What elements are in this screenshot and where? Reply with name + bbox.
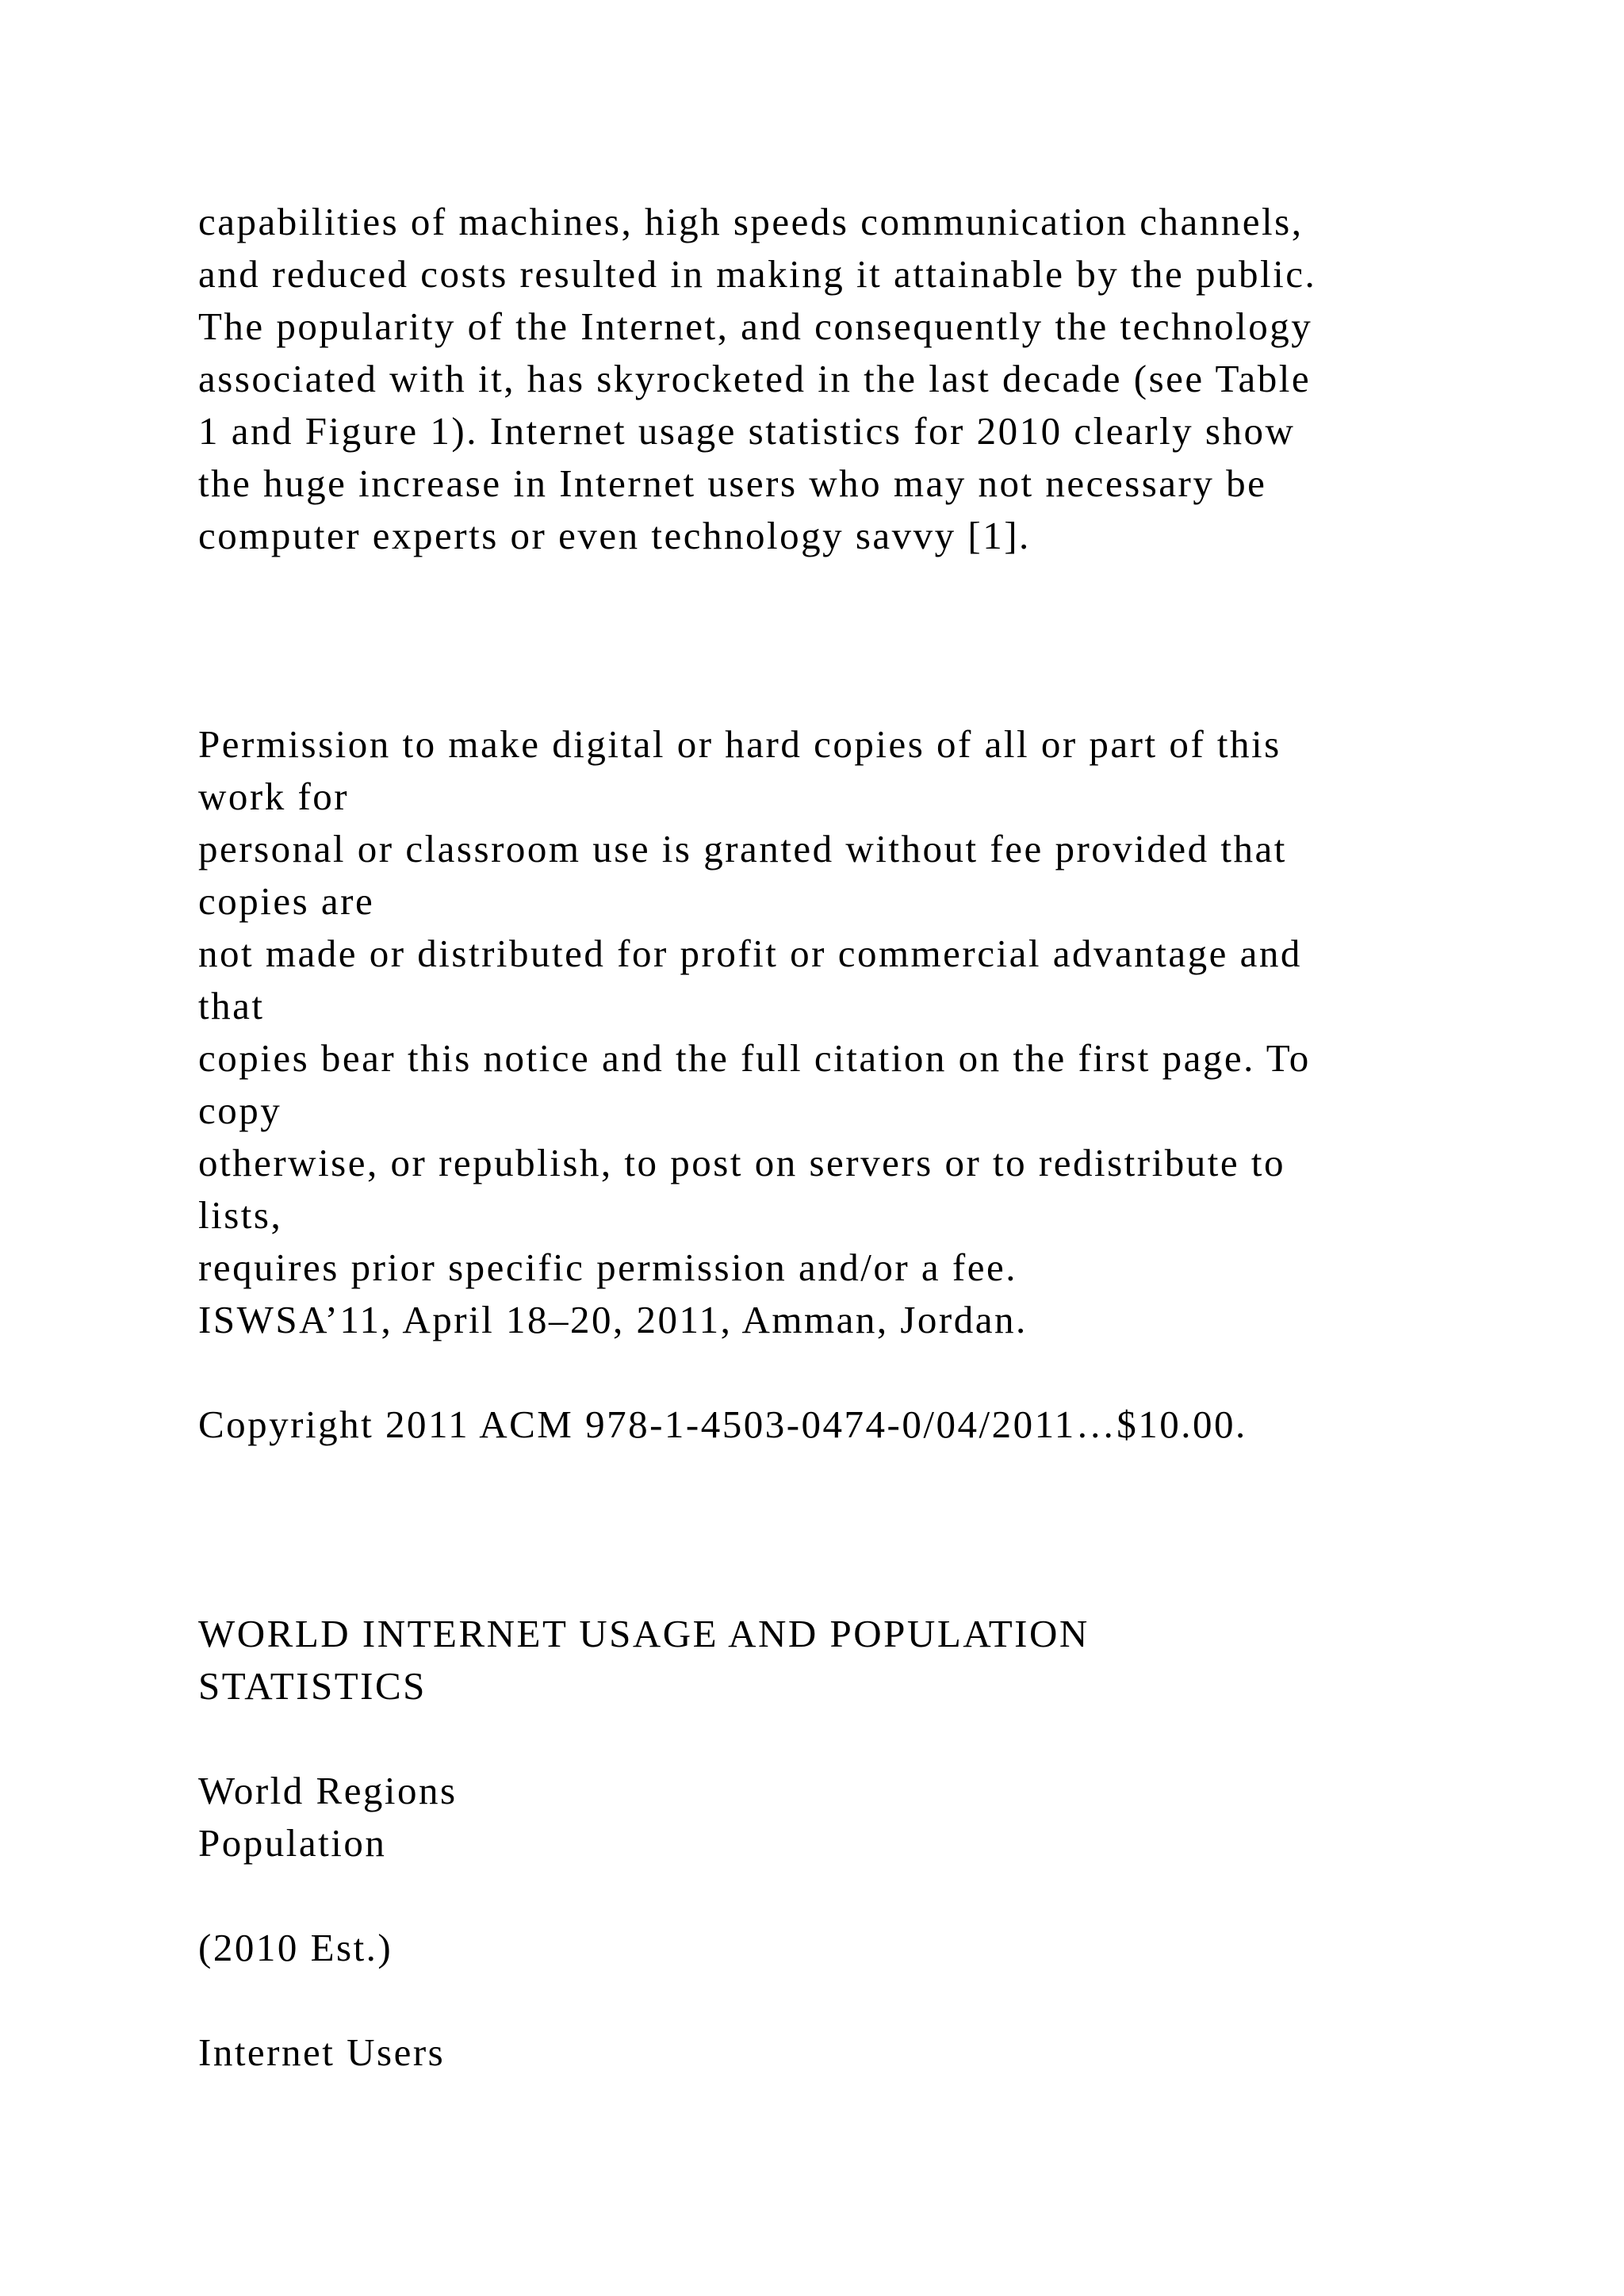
copyright-line: Copyright 2011 ACM 978-1-4503-0474-0/04/2011…$10.00. xyxy=(198,1402,1247,1446)
intro-line: and reduced costs resulted in making it attainable by the public. xyxy=(198,252,1317,296)
header-internet-users: Internet Users xyxy=(198,2030,446,2074)
intro-line: The popularity of the Internet, and consequently the technology xyxy=(198,304,1313,348)
intro-line: the huge increase in Internet users who may not necessary be xyxy=(198,461,1267,505)
permission-line: not made or distributed for profit or commercial advantage and xyxy=(198,932,1302,975)
table-title-line: WORLD INTERNET USAGE AND POPULATION xyxy=(198,1612,1090,1655)
permission-line: copies are xyxy=(198,879,375,923)
permission-line: copy xyxy=(198,1089,282,1132)
permission-line: Permission to make digital or hard copies of all or part of this xyxy=(198,722,1281,766)
intro-line: associated with it, has skyrocketed in the last decade (see Table xyxy=(198,357,1312,400)
header-population-est: (2010 Est.) xyxy=(198,1926,393,1969)
intro-line: 1 and Figure 1). Internet usage statistics for 2010 clearly show xyxy=(198,409,1296,453)
intro-line: computer experts or even technology savvy [1]. xyxy=(198,514,1031,557)
permission-line: lists, xyxy=(198,1193,283,1237)
permission-line: that xyxy=(198,984,265,1027)
permission-line: requires prior specific permission and/or a fee. xyxy=(198,1246,1017,1289)
header-population: Population xyxy=(198,1821,387,1865)
header-world-regions: World Regions xyxy=(198,1769,458,1812)
permission-line: work for xyxy=(198,775,350,818)
permission-line: personal or classroom use is granted without fee provided that xyxy=(198,827,1287,871)
permission-line: copies bear this notice and the full citation on the first page. To xyxy=(198,1036,1311,1080)
permission-line: otherwise, or republish, to post on servers or to redistribute to xyxy=(198,1141,1285,1184)
intro-line: capabilities of machines, high speeds communication channels, xyxy=(198,200,1304,243)
conference-line: ISWSA’11, April 18–20, 2011, Amman, Jordan. xyxy=(198,1298,1028,1341)
table-title-line: STATISTICS xyxy=(198,1664,427,1708)
